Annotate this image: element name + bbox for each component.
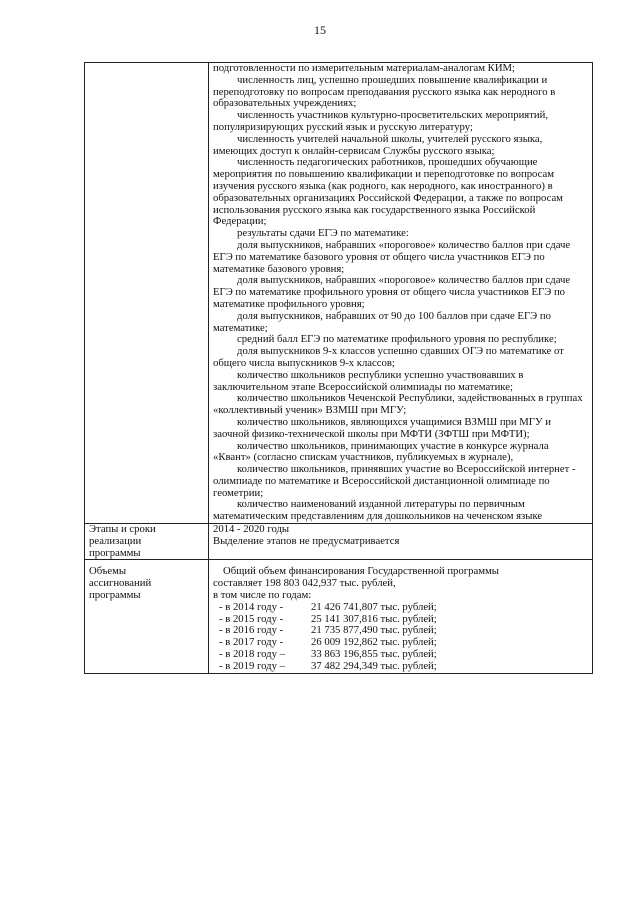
indicator-item: численность лиц, успешно прошедших повышение квалификации и переподготовку по вопросам преподавания русского языка как неродного в образовательных учреждениях; [213,73,556,110]
funding-year-row [213,661,588,673]
stages-content [209,524,593,560]
stages-label-line: реализации [89,534,142,547]
indicator-item: количество школьников Чеченской Республики, задействованных в группах «коллективный ученик» ВЗМШ при МГУ; [213,392,583,417]
funding-by-year-heading: в том числе по годам: [213,589,312,602]
indicator-item: численность учителей начальной школы, учителей русского языка, имеющих доступ к онлайн-сервисам Службы русского языка; [213,132,543,157]
indicator-item: количество наименований изданной литературы по первичным математическим представлениям для дошкольников на чеченском языке [213,498,543,523]
funding-amount: 33 863 196,855 тыс. рублей; [311,648,437,661]
indicator-item: доля выпускников, набравших «пороговое» количество баллов при сдаче ЕГЭ по математике профильного уровня от общего числа участников ЕГЭ по математике профильного уровня; [213,274,571,310]
page-number: 15 [314,23,326,37]
stages-note: Выделение этапов не предусматривается [213,534,400,547]
indicators-row [85,63,593,524]
indicators-label-cell [85,63,209,524]
funding-row [85,560,593,673]
funding-year: - в 2016 году - [219,624,284,637]
indicator-item: численность педагогических работников, прошедших обучающие мероприятия по повышению квалификации и переподготовке по вопросам изучения русского языка (как родного, как неродного, как иностранного) в образовательных организациях Российской Федерации, а также по вопросам использования русского языка как государственного языка Российской Федерации; [213,156,563,228]
indicator-item: результаты сдачи ЕГЭ по математике: [237,227,409,240]
funding-amount: 26 009 192,862 тыс. рублей; [311,636,437,649]
funding-year-row [213,602,588,614]
stages-label-line: Этапы и сроки [89,523,156,536]
funding-total: составляет 198 803 042,937 тыс. рублей, [213,577,396,590]
funding-content [209,560,593,673]
funding-year: - в 2015 году - [219,612,284,625]
funding-year: - в 2019 году – [219,659,285,672]
indicators-list [209,63,593,524]
indicator-item: подготовленности по измерительным материалам-аналогам КИМ; [213,62,516,74]
indicator-item: количество школьников, принявших участие во Всероссийской интернет - олимпиаде по математике и Всероссийской дистанционной олимпиаде по геометрии; [213,463,576,499]
indicator-item: доля выпускников 9-х классов успешно сдавших ОГЭ по математике от общего числа выпускников 9-х классов; [213,345,564,369]
funding-amount: 21 426 741,807 тыс. рублей; [311,600,437,613]
stages-row [85,524,593,560]
stages-period: 2014 - 2020 годы [213,523,290,536]
funding-amount: 37 482 294,349 тыс. рублей; [311,659,437,672]
funding-label-line: программы [89,589,141,602]
funding-amount: 25 141 307,816 тыс. рублей; [311,612,437,625]
stages-label-line: программы [89,546,141,559]
funding-label-line: ассигнований [89,577,152,590]
funding-amount: 21 735 877,490 тыс. рублей; [311,624,437,637]
funding-label-line: Объемы [89,565,127,578]
indicator-item: средний балл ЕГЭ по математике профильного уровня по республике; [237,333,557,346]
indicator-item: доля выпускников, набравших от 90 до 100 баллов при сдаче ЕГЭ по математике; [213,309,551,334]
indicator-item: количество школьников республики успешно участвовавших в заключительном этапе Всероссийской олимпиады по математике; [213,368,524,393]
indicator-item: численность участников культурно-просветительских мероприятий, популяризирующих русский язык и русскую литературу; [213,109,549,133]
funding-intro: Общий объем финансирования Государственной программы [223,565,499,578]
program-passport-table [84,62,593,674]
funding-label [85,560,209,673]
indicator-item: количество школьников, являющихся учащимися ВЗМШ при МГУ и заочной физико-технической школы при МФТИ (ЗФТШ при МФТИ); [213,415,551,440]
indicator-item: количество школьников, принимающих участие в конкурсе журнала «Квант» (согласно спискам участников, публикуемых в журнале), [213,439,549,464]
funding-year: - в 2014 году - [219,600,284,613]
funding-year: - в 2017 году - [219,636,284,649]
stages-label [85,524,209,560]
indicator-item: доля выпускников, набравших «пороговое» количество баллов при сдаче ЕГЭ по математике базового уровня от общего числа участников ЕГЭ по математике базового уровня; [213,238,571,275]
funding-year: - в 2018 году – [219,648,285,661]
